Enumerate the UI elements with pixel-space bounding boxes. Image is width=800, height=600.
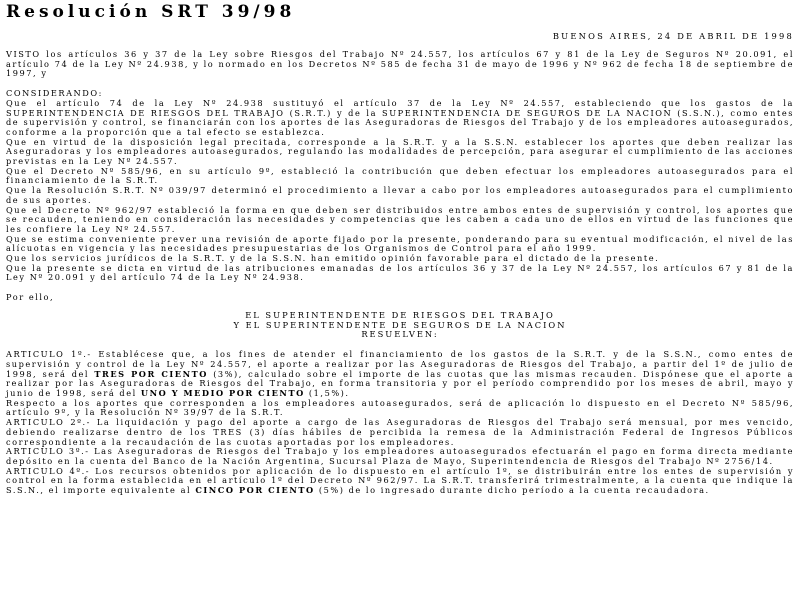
articulo-1-text: ARTICULO 1º.- Establécese que, a los fines de atender el financiamiento de los gastos de la S.R.T. y de la S.S.N., como entes de supervisión y control de la Ley Nº 24.557, el aporte a realizar por las Aseguradoras de Riesgos del Trabajo, a partir del 1º de julio de 1998, será del xyxy=(6,349,794,379)
resuelven-heading: RESUELVEN: xyxy=(361,329,439,340)
visto-paragraph: VISTO los artículos 36 y 37 de la Ley sobre Riesgos del Trabajo Nº 24.557, los artículos 67 y 81 de la Ley de Seguros Nº 20.091, el artículo 74 de la Ley Nº 24.938, y lo normado en los Decretos Nº 585 de fecha 31 de mayo de 1996 y Nº 962 de fecha 18 de septiembre de 1997, y xyxy=(6,49,794,79)
por-ello: Por ello, xyxy=(6,292,55,303)
articulo-1-bold: UNO Y MEDIO POR CIENTO xyxy=(140,388,305,399)
considerando-paragraph: Que el Decreto Nº 962/97 estableció la forma en que deben ser distribuidos entre ambos entes de supervisión y control, los aportes que se recauden, teniendo en consideración las necesidades y competencias que les caben a cada uno de ellos en virtud de las funciones que les confiere la Ley Nº 24.557. xyxy=(6,204,794,234)
articulo-1-bold: TRES POR CIENTO xyxy=(94,368,208,379)
considerando-paragraph: Que en virtud de la disposición legal precitada, corresponde a la S.R.T. y a la S.S.N. establecer los aportes que deben realizar las Aseguradoras y los empleadores autoasegurados, regulando las modalidades de percepción, para asegurar el cumplimiento de las acciones previstas en la Ley Nº 24.557. xyxy=(6,136,794,167)
document-title: Resolución SRT 39/98 xyxy=(6,2,296,22)
authority-line: Y EL SUPERINTENDENTE DE SEGUROS DE LA NACION xyxy=(233,319,567,330)
articulo-4 xyxy=(6,467,794,496)
considerando-paragraph: Que la Resolución S.R.T. Nº 039/97 determinó el procedimiento a llevar a cabo por los empleadores autoasegurados para el cumplimiento de sus aportes. xyxy=(6,185,794,205)
considerando-paragraph: Que se estima conveniente prever una revisión de aporte fijado por la presente, ponderando para su eventual modificación, el nivel de las alícuotas en vigencia y las necesidades presupuestarias de los Organismos de Control para el año 1999. xyxy=(6,233,794,254)
considerando-paragraph: Que la presente se dicta en virtud de las atribuciones emanadas de los artículos 36 y 37 de la Ley Nº 24.557, los artículos 67 y 81 de la Ley Nº 20.091 y del artículo 74 de la Ley Nº 24.938. xyxy=(6,262,794,283)
considerando-paragraph: Que los servicios jurídicos de la S.R.T. y de la S.S.N. han emitido opinión favorable para el dictado de la presente. xyxy=(6,253,660,264)
considerando-paragraph: Que el artículo 74 de la Ley Nº 24.938 sustituyó el artículo 37 de la Ley Nº 24.557, estableciendo que los gastos de la SUPERINTENDENCIA DE RIESGOS DEL TRABAJO (S.R.T.) y de la SUPERINTENDENCIA DE SEGUROS DE LA NACION (S.S.N.), como entes de supervisión y control, se financiarán con los aportes de las Aseguradoras de Riesgos del Trabajo y de los empleadores autoasegurados, conforme a la proporción que a tal efecto se establezca. xyxy=(6,97,794,137)
articulo-1-text: (3%), calculado sobre el importe de las cuotas que las mismas recauden. Dispónese que el aporte a realizar por las Aseguradoras de Riesgos del Trabajo, en forma transitoria y por el período comprendido por los meses de abril, mayo y junio de 1998, será del xyxy=(6,368,794,399)
considerando-heading: CONSIDERANDO: xyxy=(6,88,103,99)
articulo-3: ARTICULO 3º.- Las Aseguradoras de Riesgos del Trabajo y los empleadores autoasegurados efectuarán el pago en forma directa mediante depósito en la cuenta del Banco de la Nación Argentina, Sucursal Plaza de Mayo, Superintendencia de Riesgos del Trabajo Nº 2756/14. xyxy=(6,446,794,466)
authority-line: EL SUPERINTENDENTE DE RIESGOS DEL TRABAJO xyxy=(245,309,555,320)
considerando-paragraph: Que el Decreto Nº 585/96, en su artículo 9º, estableció la contribución que deben efectuar los empleadores autoasegurados para el financiamiento de la S.R.T. xyxy=(6,165,794,186)
articulo-4-text: ARTICULO 4º.- Los recursos obtenidos por aplicación de lo dispuesto en el artículo 1º, se distribuirán entre los entes de supervisión y control en la forma establecida en el artículo 1º del Decreto Nº 962/97. La S.R.T. transferirá trimestralmente, a la cuenta que indique la S.S.N., el importe equivalente al xyxy=(6,465,794,496)
document-date: BUENOS AIRES, 24 DE ABRIL DE 1998 xyxy=(552,31,794,41)
articulo-2: ARTICULO 2º.- La liquidación y pago del aporte a cargo de las Aseguradoras de Riesgos del Trabajo será mensual, por mes vencido, debiendo realizarse dentro de los TRES (3) días hábiles de percibida la remesa de la Administración Federal de Ingresos Públicos correspondiente a la recaudación de las cuotas aportadas por los empleadores. xyxy=(6,417,794,447)
articulo-1-second-paragraph: Respecto a los aportes que corresponden a los empleadores autoasegurados, será de aplicación lo dispuesto en el Decreto Nº 585/96, artículo 9º, y la Resolución Nº 39/97 de la S.R.T. xyxy=(6,397,794,418)
articulo-4-text: (5%) de lo ingresado durante dicho período a la cuenta recaudadora. xyxy=(314,485,710,496)
articulo-4-bold: CINCO POR CIENTO xyxy=(195,485,315,496)
articulo-1-text: (1,5%). xyxy=(304,388,350,399)
articulo-1 xyxy=(6,350,794,399)
